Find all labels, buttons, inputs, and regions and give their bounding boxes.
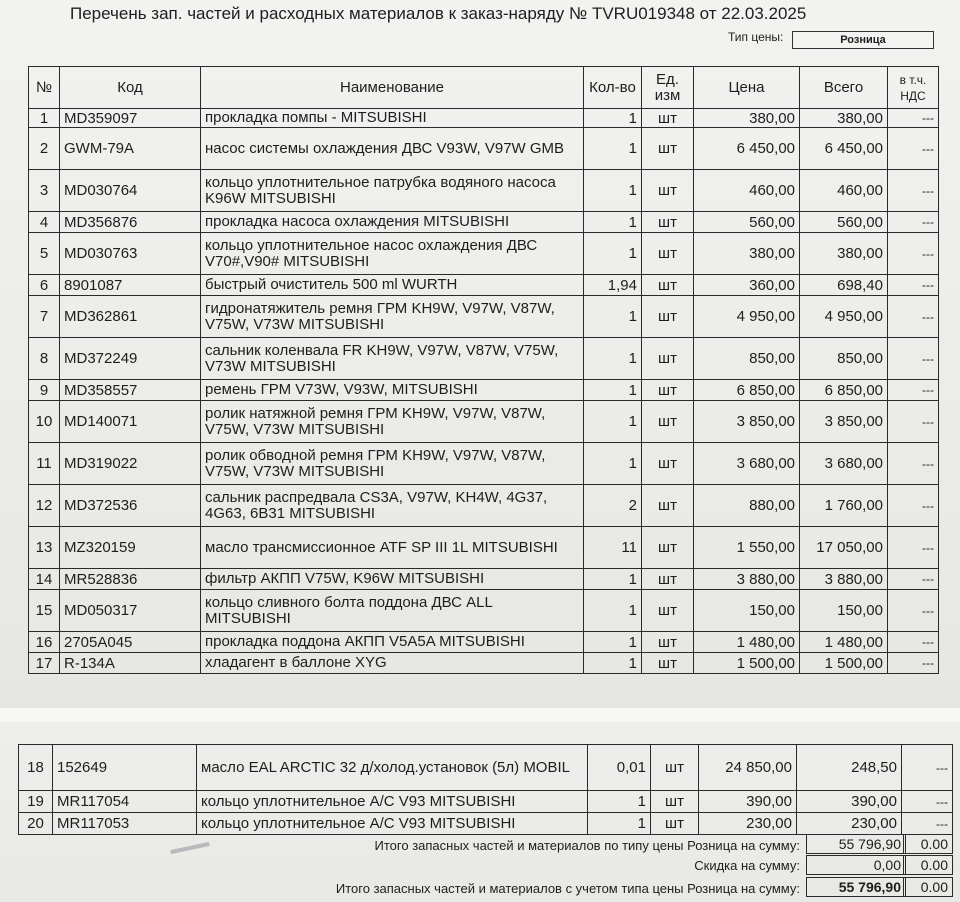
vat-cell: --- [902,745,953,791]
part-code-cell: MD372536 [60,485,201,527]
unit-cell: шт [642,212,694,233]
quantity-cell: 1 [584,632,642,653]
table-row [29,233,939,275]
row-number-cell: 12 [29,485,60,527]
part-code-cell: MD359097 [60,109,201,128]
part-name-cell: ролик натяжной ремня ГРМ KH9W, V97W, V87W, V75W, V73W MITSUBISHI [201,401,584,443]
row-number-cell: 5 [29,233,60,275]
price-cell: 360,00 [694,275,800,296]
price-cell: 380,00 [694,109,800,128]
summary-total-label: Итого запасных частей и материалов по типу цены Розница на сумму: [374,838,800,853]
part-name-cell: насос системы охлаждения ДВС V93W, V97W GMB [201,128,584,170]
part-code-cell: GWM-79A [60,128,201,170]
part-code-cell: MD140071 [60,401,201,443]
col-header-total: Всего [800,67,888,109]
vat-cell: --- [888,569,939,590]
part-name-cell: быстрый очиститель 500 ml WURTH [201,275,584,296]
part-code-cell: MR528836 [60,569,201,590]
vat-cell: --- [902,813,953,835]
unit-cell: шт [642,109,694,128]
part-name-cell: кольцо сливного болта поддона ДВС ALL MITSUBISHI [201,590,584,632]
vat-cell: --- [888,443,939,485]
quantity-cell: 1 [584,443,642,485]
summary-grand-vat: 0.00 [903,877,953,897]
vat-cell: --- [888,128,939,170]
vat-cell: --- [888,109,939,128]
unit-cell: шт [651,813,699,835]
parts-table-continued [18,744,953,835]
quantity-cell: 11 [584,527,642,569]
price-cell: 3 850,00 [694,401,800,443]
vat-cell: --- [888,590,939,632]
part-name-cell: хладагент в баллоне XYG [201,653,584,674]
table-row [29,338,939,380]
quantity-cell: 1 [584,212,642,233]
unit-cell: шт [642,653,694,674]
quantity-cell: 1 [588,791,651,813]
quantity-cell: 1 [584,109,642,128]
table-row [29,170,939,212]
vat-cell: --- [888,485,939,527]
unit-cell: шт [642,296,694,338]
row-number-cell: 4 [29,212,60,233]
price-cell: 4 950,00 [694,296,800,338]
col-header-name: Наименование [201,67,584,109]
vat-cell: --- [888,653,939,674]
total-cell: 3 880,00 [800,569,888,590]
summary-total-vat: 0.00 [903,834,953,854]
row-number-cell: 13 [29,527,60,569]
quantity-cell: 1,94 [584,275,642,296]
row-number-cell: 3 [29,170,60,212]
vat-cell: --- [888,527,939,569]
document-title: Перечень зап. частей и расходных материалов к заказ-наряду № TVRU019348 от 22.03.2025 [70,4,807,23]
col-header-unit: Ед. изм [642,67,694,109]
unit-cell: шт [642,443,694,485]
unit-cell: шт [642,380,694,401]
price-cell: 390,00 [699,791,797,813]
row-number-cell: 1 [29,109,60,128]
part-code-cell: 2705A045 [60,632,201,653]
part-name-cell: сальник коленвала FR KH9W, V97W, V87W, V75W, V73W MITSUBISHI [201,338,584,380]
parts-table [28,66,939,674]
quantity-cell: 1 [584,338,642,380]
table-row [19,745,953,791]
row-number-cell: 6 [29,275,60,296]
unit-cell: шт [642,275,694,296]
col-header-qty: Кол-во [584,67,642,109]
total-cell: 150,00 [800,590,888,632]
row-number-cell: 18 [19,745,53,791]
unit-cell: шт [642,170,694,212]
total-cell: 3 680,00 [800,443,888,485]
price-cell: 6 850,00 [694,380,800,401]
part-code-cell: R-134A [60,653,201,674]
price-type-label: Тип цены: [728,30,784,44]
part-name-cell: прокладка насоса охлаждения MITSUBISHI [201,212,584,233]
unit-cell: шт [642,401,694,443]
table-row [29,443,939,485]
total-cell: 560,00 [800,212,888,233]
table-row [29,212,939,233]
part-name-cell: прокладка поддона АКПП V5A5A MITSUBISHI [201,632,584,653]
unit-cell: шт [642,128,694,170]
total-cell: 4 950,00 [800,296,888,338]
quantity-cell: 1 [584,569,642,590]
part-name-cell: прокладка помпы - MITSUBISHI [201,109,584,128]
vat-cell: --- [902,791,953,813]
part-code-cell: MD319022 [60,443,201,485]
total-cell: 380,00 [800,109,888,128]
col-header-vat: в т.ч. НДС [888,67,939,109]
vat-cell: --- [888,170,939,212]
row-number-cell: 7 [29,296,60,338]
price-cell: 380,00 [694,233,800,275]
vat-cell: --- [888,380,939,401]
price-cell: 1 480,00 [694,632,800,653]
total-cell: 850,00 [800,338,888,380]
quantity-cell: 1 [584,128,642,170]
vat-cell: --- [888,296,939,338]
page-gap [0,708,960,722]
table-row [29,275,939,296]
part-code-cell: 152649 [53,745,197,791]
table-row [29,569,939,590]
row-number-cell: 14 [29,569,60,590]
part-code-cell: MD362861 [60,296,201,338]
quantity-cell: 1 [584,170,642,212]
row-number-cell: 15 [29,590,60,632]
row-number-cell: 8 [29,338,60,380]
table-row [29,527,939,569]
total-cell: 6 450,00 [800,128,888,170]
price-cell: 1 500,00 [694,653,800,674]
summary-total-value: 55 796,90 [806,834,906,854]
table-row [29,401,939,443]
table-header-row [29,67,939,109]
total-cell: 17 050,00 [800,527,888,569]
unit-cell: шт [642,590,694,632]
unit-cell: шт [642,632,694,653]
price-cell: 1 550,00 [694,527,800,569]
vat-cell: --- [888,632,939,653]
unit-cell: шт [642,233,694,275]
quantity-cell: 1 [584,653,642,674]
table-row [29,296,939,338]
part-name-cell: кольцо уплотнительное A/C V93 MITSUBISHI [197,791,588,813]
quantity-cell: 1 [584,590,642,632]
unit-cell: шт [642,569,694,590]
part-name-cell: масло трансмиссионное ATF SP III 1L MITSUBISHI [201,527,584,569]
total-cell: 460,00 [800,170,888,212]
summary-discount-vat: 0.00 [903,855,953,875]
row-number-cell: 2 [29,128,60,170]
total-cell: 698,40 [800,275,888,296]
row-number-cell: 19 [19,791,53,813]
quantity-cell: 1 [584,380,642,401]
part-code-cell: MD356876 [60,212,201,233]
unit-cell: шт [651,745,699,791]
table-row [29,109,939,128]
part-name-cell: гидронатяжитель ремня ГРМ KH9W, V97W, V87W, V75W, V73W MITSUBISHI [201,296,584,338]
table-row [29,590,939,632]
part-name-cell: ролик обводной ремня ГРМ KH9W, V97W, V87W, V75W, V73W MITSUBISHI [201,443,584,485]
price-cell: 230,00 [699,813,797,835]
col-header-no: № [29,67,60,109]
total-cell: 1 760,00 [800,485,888,527]
part-code-cell: MR117054 [53,791,197,813]
unit-cell: шт [642,485,694,527]
row-number-cell: 16 [29,632,60,653]
part-code-cell: MZ320159 [60,527,201,569]
part-name-cell: кольцо уплотнительное насос охлаждения ДВС V70#,V90# MITSUBISHI [201,233,584,275]
table-row [29,128,939,170]
row-number-cell: 20 [19,813,53,835]
part-code-cell: MD358557 [60,380,201,401]
unit-cell: шт [651,791,699,813]
price-cell: 24 850,00 [699,745,797,791]
total-cell: 380,00 [800,233,888,275]
vat-cell: --- [888,401,939,443]
row-number-cell: 9 [29,380,60,401]
total-cell: 390,00 [797,791,902,813]
price-cell: 3 880,00 [694,569,800,590]
quantity-cell: 0,01 [588,745,651,791]
part-code-cell: 8901087 [60,275,201,296]
unit-cell: шт [642,338,694,380]
total-cell: 230,00 [797,813,902,835]
price-cell: 6 450,00 [694,128,800,170]
unit-cell: шт [642,527,694,569]
row-number-cell: 11 [29,443,60,485]
summary-discount-value: 0,00 [806,855,906,875]
price-cell: 560,00 [694,212,800,233]
quantity-cell: 1 [584,401,642,443]
price-cell: 460,00 [694,170,800,212]
table-row [29,485,939,527]
part-name-cell: масло EAL ARCTIC 32 д/холод.установок (5л) MOBIL [197,745,588,791]
total-cell: 6 850,00 [800,380,888,401]
part-name-cell: фильтр АКПП V75W, K96W MITSUBISHI [201,569,584,590]
table-row [19,813,953,835]
table-row [29,380,939,401]
part-code-cell: MR117053 [53,813,197,835]
quantity-cell: 2 [584,485,642,527]
col-header-price: Цена [694,67,800,109]
part-name-cell: кольцо уплотнительное A/C V93 MITSUBISHI [197,813,588,835]
total-cell: 1 500,00 [800,653,888,674]
price-cell: 850,00 [694,338,800,380]
part-code-cell: MD030763 [60,233,201,275]
summary-discount-label: Скидка на сумму: [694,858,800,873]
part-code-cell: MD030764 [60,170,201,212]
vat-cell: --- [888,233,939,275]
quantity-cell: 1 [584,233,642,275]
price-type-value: Розница [792,31,934,49]
price-cell: 880,00 [694,485,800,527]
price-cell: 150,00 [694,590,800,632]
vat-cell: --- [888,212,939,233]
vat-cell: --- [888,275,939,296]
total-cell: 1 480,00 [800,632,888,653]
part-name-cell: сальник распредвала CS3A, V97W, KH4W, 4G37, 4G63, 6B31 MITSUBISHI [201,485,584,527]
part-code-cell: MD050317 [60,590,201,632]
table-row [19,791,953,813]
table-row [29,632,939,653]
table-row [29,653,939,674]
part-name-cell: ремень ГРМ V73W, V93W, MITSUBISHI [201,380,584,401]
summary-grand-value: 55 796,90 [806,877,906,897]
summary-grand-label: Итого запасных частей и материалов с учетом типа цены Розница на сумму: [335,881,800,896]
row-number-cell: 10 [29,401,60,443]
total-cell: 3 850,00 [800,401,888,443]
price-cell: 3 680,00 [694,443,800,485]
quantity-cell: 1 [588,813,651,835]
col-header-code: Код [60,67,201,109]
row-number-cell: 17 [29,653,60,674]
part-code-cell: MD372249 [60,338,201,380]
quantity-cell: 1 [584,296,642,338]
vat-cell: --- [888,338,939,380]
part-name-cell: кольцо уплотнительное патрубка водяного насоса K96W MITSUBISHI [201,170,584,212]
total-cell: 248,50 [797,745,902,791]
